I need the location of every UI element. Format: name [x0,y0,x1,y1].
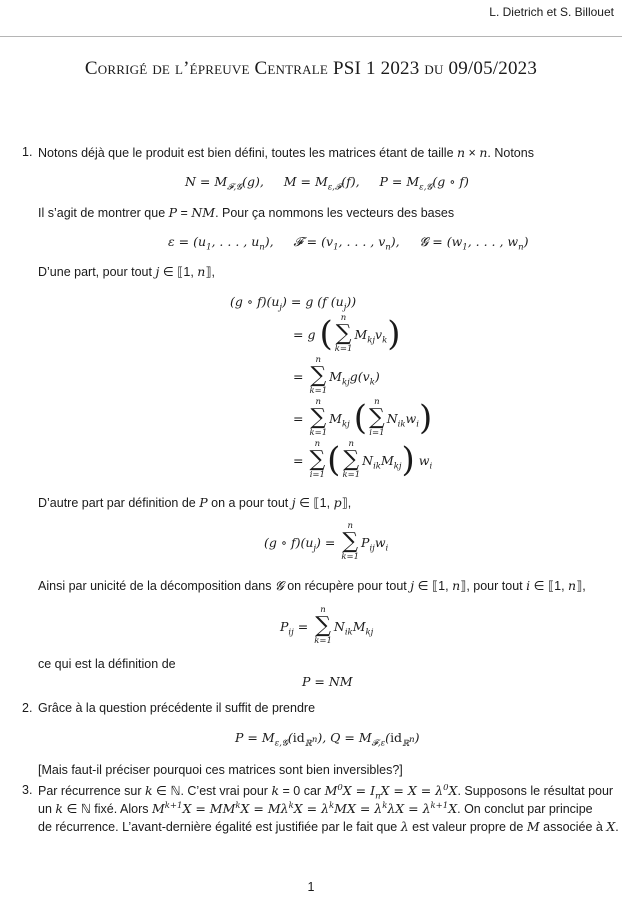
q2-number: 2. [22,701,33,715]
q2-text: Grâce à la question précédente il suffit de prendre [38,701,316,715]
derivation-line-2: = g ( n ∑ k=1 $M_{kj}v_k$ ) [293,313,401,354]
eq-pij: $P_{ij}$ = n ∑ k=1 $N_{ik}M_{kj}$ [280,605,374,646]
derivation-line-3: = n ∑ k=1 $M_{kj}g(v_k)$ [293,355,380,396]
page-number: 1 [307,880,315,894]
q1-other-part-text: D’autre part par définition de [38,496,196,510]
q1-one-part-line: D’une part, pour tout j ∈ ⟦1, n⟧, [38,264,215,279]
q1-other-part-mid: on a pour tout [211,496,289,510]
q1-other-part-line: D’autre part par définition de P on a pour tout j ∈ ⟦1, p⟧, [38,495,352,510]
q2-note: [Mais faut-il préciser pourquoi ces matrices sont bien inversibles?] [38,763,403,777]
q3-number: 3. [22,783,33,797]
q1-intro-line: Notons déjà que le produit est bien défini, toutes les matrices étant de taille n × n. Notons [38,145,534,160]
math-size: n [457,145,466,160]
q3-text-3a: de récurrence. L’avant-dernière égalité est justifiée par le fait que [38,820,398,834]
eq-choice-pq: $P = M_{\varepsilon,𝓖}(id_{ℝ^n})$, $Q = M_{𝓕,\varepsilon}(id_{ℝ^n})$ [235,730,420,749]
q3-text-1c: car [303,784,322,798]
q3-text-2a: un [38,802,52,816]
derivation-line-5: = n ∑ i=1 ( n ∑ k=1 $N_{ik}M_{kj}$ ) $w_i$ [293,439,433,480]
q1-show-line: Il s’agit de montrer que P = NM. Pour ça nommons les vecteurs des bases [38,205,455,220]
q3-text-1a: Par récurrence sur [38,784,142,798]
math-size-n: n [479,145,488,160]
q1-show-end: . Pour ça nommons les vecteurs des bases [215,206,455,220]
q3-line-1: Par récurrence sur k ∈ ℕ. C’est vrai pour k = 0 car $M^0X = I_nX = X = \lambda^0X$. Supposons le résultat pour [38,782,614,802]
q3-line-2: un k ∈ ℕ fixé. Alors $M^{k+1}X = MM^kX = M\lambda^kX = \lambda^kMX = \lambda^k\lambda X = \lambda^{k+1}X$. On conclut par principe [38,800,593,816]
math-nm: NM [191,205,216,220]
q1-one-part-text: D’une part, pour tout [38,265,152,279]
derivation-line-4: = n ∑ k=1 $M_{kj}$ ( n ∑ i=1 $N_{ik}w_i$ ) [293,397,433,438]
q3-text-1d: . Supposons le résultat pour [457,784,614,798]
eq-p-nm: P = NM [302,674,353,689]
math-j-range: j [155,264,160,279]
document-title: Corrigé de l’épreuve Centrale PSI 1 2023 du 09/05/2023 [84,58,538,79]
derivation-line-1: (g ∘ $f)(u_j) = g$ (f $(u_j)$) [230,294,357,313]
q3-text-3b: est valeur propre de [412,820,524,834]
q3-text-2c: . On conclut par principe [457,802,593,816]
q1-number: 1. [22,145,33,159]
eq-def-p: (g ∘ $f)(u_j)$ = n ∑ k=1 $P_{ij}w_i$ [264,521,389,562]
q1-def-line: ce qui est la définition de [38,657,176,671]
q3-text-2b: fixé. Alors [94,802,149,816]
q1-unicity-mid: on récupère pour tout [287,579,407,593]
header-rule [0,36,622,37]
q1-unicity-text: Ainsi par unicité de la décomposition dans [38,579,272,593]
q1-intro-text: Notons déjà que le produit est bien défini, toutes les matrices étant de taille [38,146,454,160]
q1-unicity-line: Ainsi par unicité de la décomposition dans 𝓖 on récupère pour tout j ∈ ⟦1, n⟧, pour tout i ∈ ⟦1, n⟧, [38,578,586,593]
q3-line-3: de récurrence. L’avant-dernière égalité est justifiée par le fait que λ est valeur propre de M associée à X. [38,819,619,834]
header-authors: L. Dietrich et S. Billouet [489,5,614,19]
eq-bases: $\varepsilon = (u_1$, . . . , $u_n$), 𝓕 = ($v_1$, . . . , $v_n$), 𝓖 = ($w_1$, . . . , $w_n$) [168,234,529,253]
eq-notation-matrices: $N = M_{𝓕,𝓖}(g)$, $M = M_{\varepsilon,𝓕}(f)$, $P = M_{\varepsilon,𝓖}(g$ ∘ f) [185,174,469,193]
q1-unicity-mid2: , pour tout [466,579,523,593]
q1-show-text: Il s’agit de montrer que [38,206,166,220]
q1-intro-end: . Notons [487,146,534,160]
q3-text-1b: . C’est vrai pour [180,784,268,798]
q3-text-3c: associée à [543,820,603,834]
math-p-eq-nm: P [168,205,178,220]
